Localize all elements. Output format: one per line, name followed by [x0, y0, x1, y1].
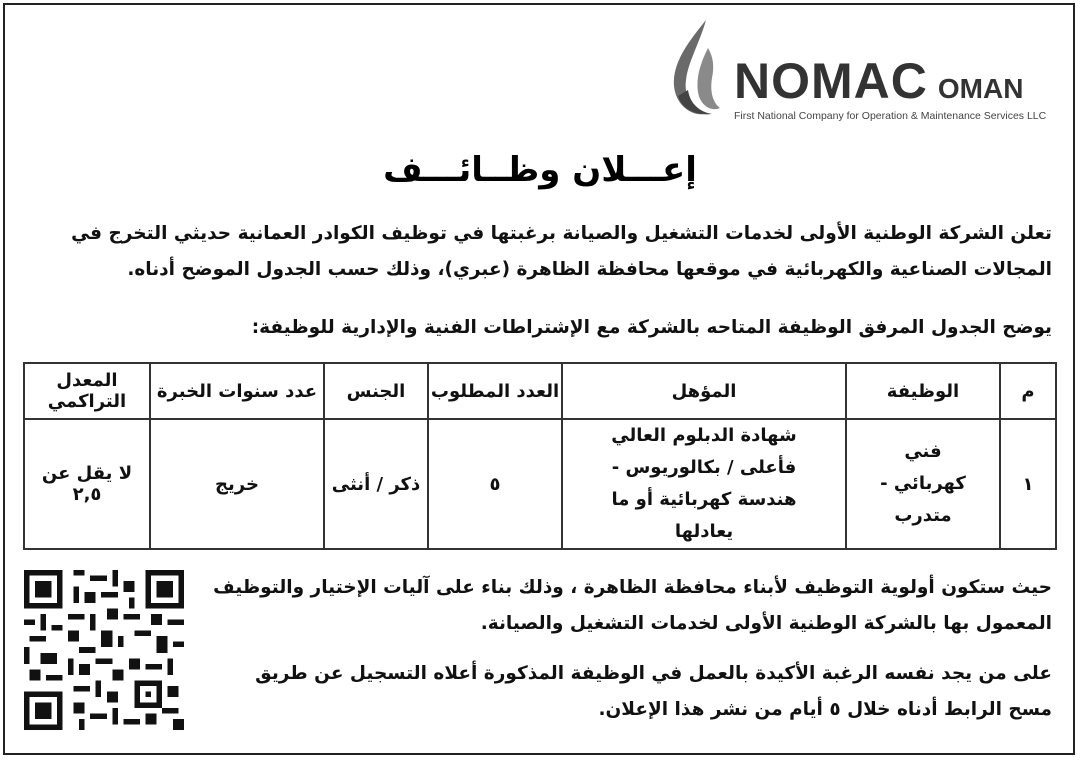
- table-row: [24, 419, 1056, 549]
- brand-name: NOMAC: [734, 53, 928, 109]
- cell-no: ١: [1000, 419, 1056, 549]
- table-header-row: [24, 363, 1056, 419]
- header-gender: الجنس: [324, 363, 428, 419]
- header-qualification: المؤهل: [562, 363, 846, 419]
- notes-section: [212, 570, 1052, 742]
- qr-code-icon[interactable]: [24, 570, 184, 730]
- header-no: م: [1000, 363, 1056, 419]
- brand-region: OMAN: [937, 73, 1024, 104]
- header-gpa: المعدل التراكمي: [24, 363, 150, 419]
- header-count: العدد المطلوب: [428, 363, 562, 419]
- apply-note: على من يجد نفسه الرغبة الأكيدة بالعمل في الوظيفة المذكورة أعلاه التسجيل عن طريق مسح الرابط أدناه خلال ٥ أيام من نشر هذا الإعلان.: [255, 663, 1052, 720]
- cell-experience: خريج: [150, 419, 324, 549]
- brand-tagline: First National Company for Operation & Maintenance Services LLC: [734, 110, 1047, 122]
- cell-count: ٥: [428, 419, 562, 549]
- priority-note: حيث ستكون أولوية التوظيف لأبناء محافظة الظاهرة ، وذلك بناء على آليات الإختيار والتوظيف المعمول بها بالشركة الوطنية الأولى لخدمات التشغيل والصيانة.: [213, 577, 1052, 634]
- cell-gpa: لا يقل عن ٢,٥: [24, 419, 150, 549]
- jobs-table: [23, 362, 1057, 550]
- flame-drop-logo-icon: [668, 18, 728, 118]
- cell-job: فني كهربائي - متدرب: [846, 419, 1000, 549]
- cell-qualification: شهادة الدبلوم العالي فأعلى / بكالوريوس - هندسة كهربائية أو ما يعادلها: [562, 419, 846, 549]
- header-job: الوظيفة: [846, 363, 1000, 419]
- company-logo: [668, 18, 1068, 128]
- cell-gender: ذكر / أنثى: [324, 419, 428, 549]
- table-lead: يوضح الجدول المرفق الوظيفة المتاحه بالشركة مع الإشتراطات الفنية والإدارية للوظيفة:: [251, 317, 1052, 338]
- header-experience: عدد سنوات الخبرة: [150, 363, 324, 419]
- page-title: إعـــلان وظــائـــف: [383, 150, 697, 190]
- intro-paragraph: تعلن الشركة الوطنية الأولى لخدمات التشغيل والصيانة برغبتها في توظيف الكوادر العمانية حديثي التخرج في المجالات الصناعية والكهربائية في موقعها محافظة الظاهرة (عبري)، وذلك حسب الجدول الموضح أدناه.: [71, 223, 1052, 280]
